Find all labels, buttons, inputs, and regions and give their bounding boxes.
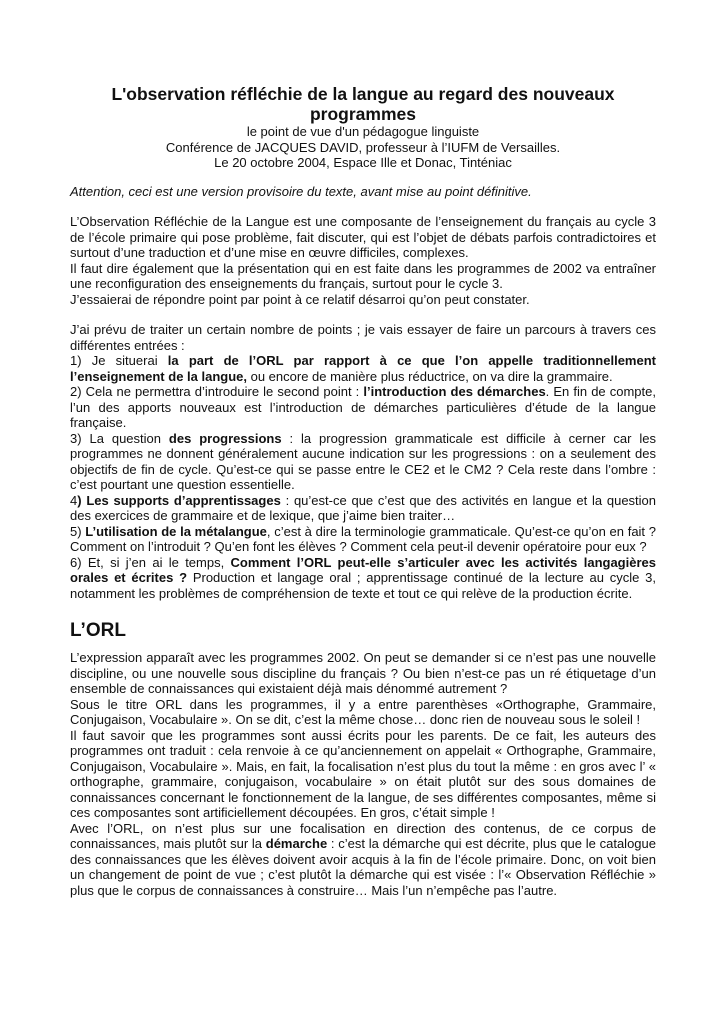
- date-place-line: Le 20 octobre 2004, Espace Ille et Donac, Tinténiac: [214, 155, 512, 170]
- plan-item-2-prefix: 2) Cela ne permettra d’introduire le second point :: [70, 384, 364, 399]
- plan-item-4: [70, 493, 656, 524]
- plan-item-6-rest: Production et langage oral ; apprentissage continué de la lecture au cycle 3, notamment les problèmes de compréhension de texte et tout ce qui relève de la production écrite.: [70, 570, 656, 601]
- plan-item-1-prefix: 1) Je situerai: [70, 353, 168, 368]
- plan-item-4-prefix: 4: [70, 492, 78, 508]
- plan-item-6: [70, 555, 656, 602]
- plan-item-1-rest: ou encore de manière plus réductrice, on va dire la grammaire.: [247, 368, 613, 384]
- plan-lead: J’ai prévu de traiter un certain nombre de points ; je vais essayer de faire un parcours à travers ces différentes entrées :: [70, 322, 656, 353]
- plan-item-6-prefix: 6) Et, si j’en ai le temps,: [70, 554, 231, 570]
- intro-paragraph-2: Il faut dire également que la présentation qui en est faite dans les programmes de 2002 va entraîner une reconfiguration des enseignements du français, surtout pour le cycle 3.: [70, 260, 656, 291]
- plan-item-2-bold: l’introduction des démarches: [363, 384, 546, 399]
- conference-line: Conférence de JACQUES DAVID, professeur à l’IUFM de Versailles.: [165, 139, 561, 155]
- section-heading-orl: L’ORL: [70, 620, 126, 641]
- provisional-warning: Attention, ceci est une version provisoire du texte, avant mise au point définitive.: [70, 183, 532, 199]
- section-paragraph-2: Sous le titre ORL dans les programmes, il y a entre parenthèses «Orthographe, Grammaire, Conjugaison, Vocabulaire ». On se dit, c’est la même chose… donc rien de nouveau sous le soleil !: [70, 696, 656, 727]
- document-page: [70, 84, 656, 898]
- plan-item-3-rest: : la progression grammaticale est difficile à cerner car les programmes ne donnent généralement aucune indication sur les progressions : on a seulement des objectifs de fin de cycle. Qu’est-ce qui se passe entre le CE2 et le CM2 ? Cela reste dans l’ombre : c’est pourtant une question essentielle.: [70, 430, 656, 492]
- intro-paragraph-1: L’Observation Réfléchie de la Langue est une composante de l’enseignement du français au cycle 3 de l’école primaire qui pose problème, fait discuter, qui est l’objet de débats parfois contradictoires et surtout d’une traduction et d’une mise en œuvre difficiles, complexes.: [70, 214, 656, 260]
- plan-item-3-prefix: 3) La question: [70, 430, 169, 446]
- section-paragraph-4: [70, 821, 656, 899]
- plan-item-5-rest: , c’est à dire la terminologie grammaticale. Qu’est-ce qu’on en fait ? Comment on l’introduit ? Qu’en font les élèves ? Comment cela peut-il devenir opératoire pour eux ?: [70, 523, 656, 554]
- section-paragraph-4-rest: : c’est la démarche qui est décrite, plus que le catalogue des connaissances que les élèves doivent avoir acquis à la fin de l’école primaire. Donc, on voit bien un changement de point de vue ; c’est plutôt la démarche qui est visée : l’« Observation Réfléchie » plus que le corpus de connaissances à construire… Mais l’un n’empêche pas l’autre.: [70, 836, 656, 898]
- plan-item-5: [70, 524, 656, 555]
- plan-item-4-rest: : qu’est-ce que c’est que des activités en langue et la question des exercices de grammaire et de lexique, que j’aime bien traiter…: [70, 492, 657, 523]
- plan-item-1-bold: la part de l’ORL par rapport à ce que l’on appelle traditionnellement l’enseignement de la langue,: [70, 353, 656, 384]
- document-subtitle: le point de vue d'un pédagogue linguiste: [246, 124, 480, 139]
- plan-item-6-bold: Comment l’ORL peut-elle s’articuler avec les activités langagières orales et écrites ?: [70, 554, 656, 585]
- section-paragraph-4-start: Avec l’ORL, on n’est plus sur une focalisation en direction des contenus, de ce corpus de connaissances, mais plutôt sur la: [70, 820, 656, 851]
- plan-item-2: [70, 384, 656, 431]
- intro-paragraph-3: J’essaierai de répondre point par point à ce relatif désarroi qu’on peut constater.: [70, 291, 530, 307]
- plan-item-4-bold: ) Les supports d’apprentissages: [77, 492, 281, 508]
- plan-item-1: [70, 353, 656, 384]
- section-paragraph-1: L’expression apparaît avec les programmes 2002. On peut se demander si ce n’est pas une nouvelle discipline, ou une nouvelle sous discipline du français ? Ou bien n’est-ce pas un ré étiquetage d’un ensemble de connaissances qui existaient déjà mais dénommé autrement ?: [70, 650, 656, 696]
- section-paragraph-3: Il faut savoir que les programmes sont aussi écrits pour les parents. De ce fait, les auteurs des programmes ont traduit : cela renvoie à ce qu’anciennement on appelait « Orthographe, Grammaire, Conjugaison, Vocabulaire ». Mais, en fait, la focalisation n’est plus du tout la même : en gros avec l’ « orthographe, grammaire, conjugaison, vocabulaire » on était plutôt sur des sous domaines de connaissances concernant le fonctionnement de la langue, de ses différentes composantes, même si ces composantes sont artificiellement découpées. En gros, c’était simple !: [70, 727, 656, 820]
- plan-item-5-bold: L’utilisation de la métalangue: [85, 523, 267, 539]
- plan-item-2-rest: . En fin de compte, l’un des apports nouveaux est l’introduction de démarches particulières d’étude de la langue française.: [70, 384, 656, 430]
- plan-item-3-bold: des progressions: [168, 430, 282, 446]
- plan-item-3: [70, 431, 656, 493]
- section-paragraph-4-bold: démarche: [265, 836, 328, 851]
- plan-item-5-prefix: 5): [70, 523, 86, 539]
- document-title: L'observation réfléchie de la langue au regard des nouveaux programmes: [111, 84, 615, 124]
